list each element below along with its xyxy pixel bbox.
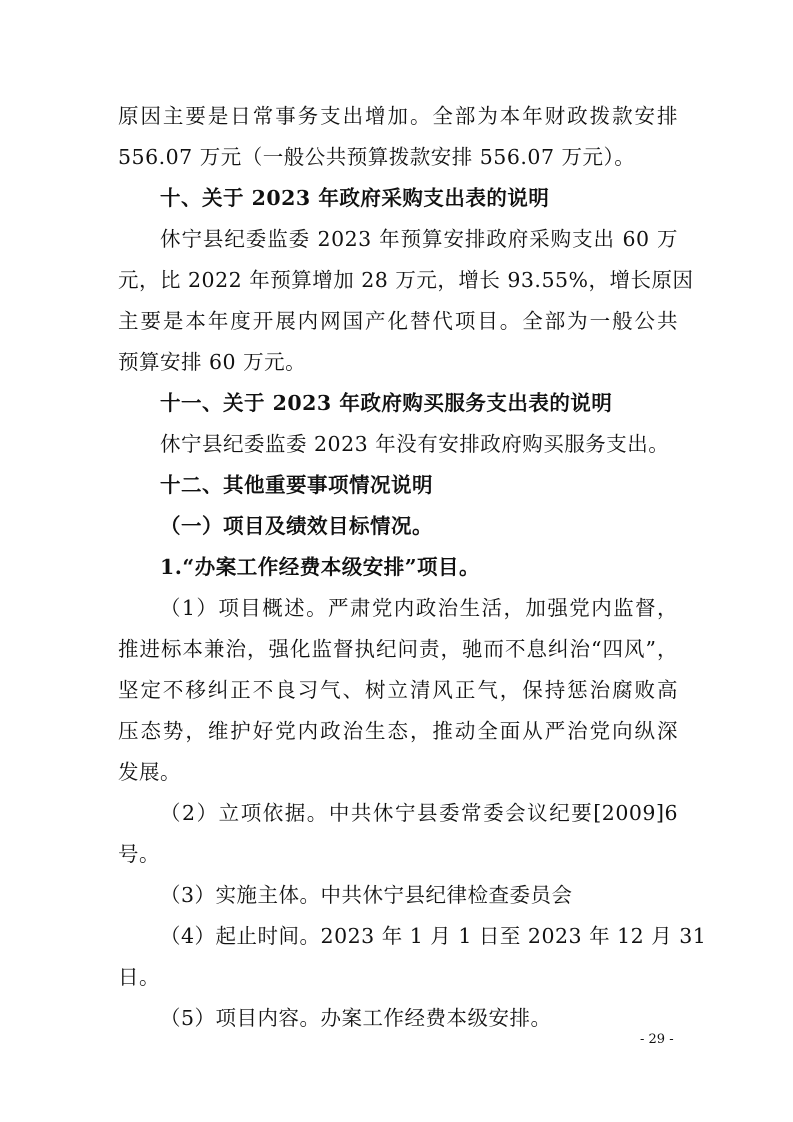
page-number: - 29 - — [640, 1032, 674, 1047]
body-line: （3）实施主体。中共休宁县纪律检查委员会 — [160, 883, 573, 907]
body-line: 发展。 — [118, 760, 181, 784]
body-line: （1）项目概述。严肃党内政治生活，加强党内监督， — [160, 596, 678, 620]
body-line: （4）起止时间。2023 年 1 月 1 日至 2023 年 12 月 31 — [160, 924, 707, 948]
body-line: 推进标本兼治，强化监督执纪问责，驰而不息纠治“四风”， — [118, 637, 678, 661]
body-line: 号。 — [118, 842, 160, 866]
body-line: 预算安排 60 万元。 — [118, 350, 307, 374]
body-line: 压态势，维护好党内政治生态，推动全面从严治党向纵深 — [118, 719, 678, 743]
body-line: 日。 — [118, 965, 160, 989]
section-heading: 十二、其他重要事项情况说明 — [160, 473, 433, 497]
item-heading: 1.“办案工作经费本级安排”项目。 — [160, 555, 480, 579]
section-heading: 十一、关于 2023 年政府购买服务支出表的说明 — [160, 391, 613, 415]
body-line: 原因主要是日常事务支出增加。全部为本年财政拨款安排 — [118, 104, 678, 128]
body-line: （2）立项依据。中共休宁县委常委会议纪要[2009]6 — [160, 801, 678, 825]
body-line: 元，比 2022 年预算增加 28 万元，增长 93.55%，增长原因 — [118, 268, 694, 292]
body-line: 556.07 万元（一般公共预算拨款安排 556.07 万元）。 — [118, 145, 636, 169]
body-line: 休宁县纪委监委 2023 年预算安排政府采购支出 60 万 — [160, 227, 678, 251]
body-line: 休宁县纪委监委 2023 年没有安排政府购买服务支出。 — [160, 432, 670, 456]
body-line: （5）项目内容。办案工作经费本级安排。 — [160, 1006, 552, 1030]
section-heading: 十、关于 2023 年政府采购支出表的说明 — [160, 186, 550, 210]
body-line: 坚定不移纠正不良习气、树立清风正气，保持惩治腐败高 — [118, 678, 678, 702]
subsection-heading: （一）项目及绩效目标情况。 — [160, 514, 433, 538]
body-line: 主要是本年度开展内网国产化替代项目。全部为一般公共 — [118, 309, 678, 333]
